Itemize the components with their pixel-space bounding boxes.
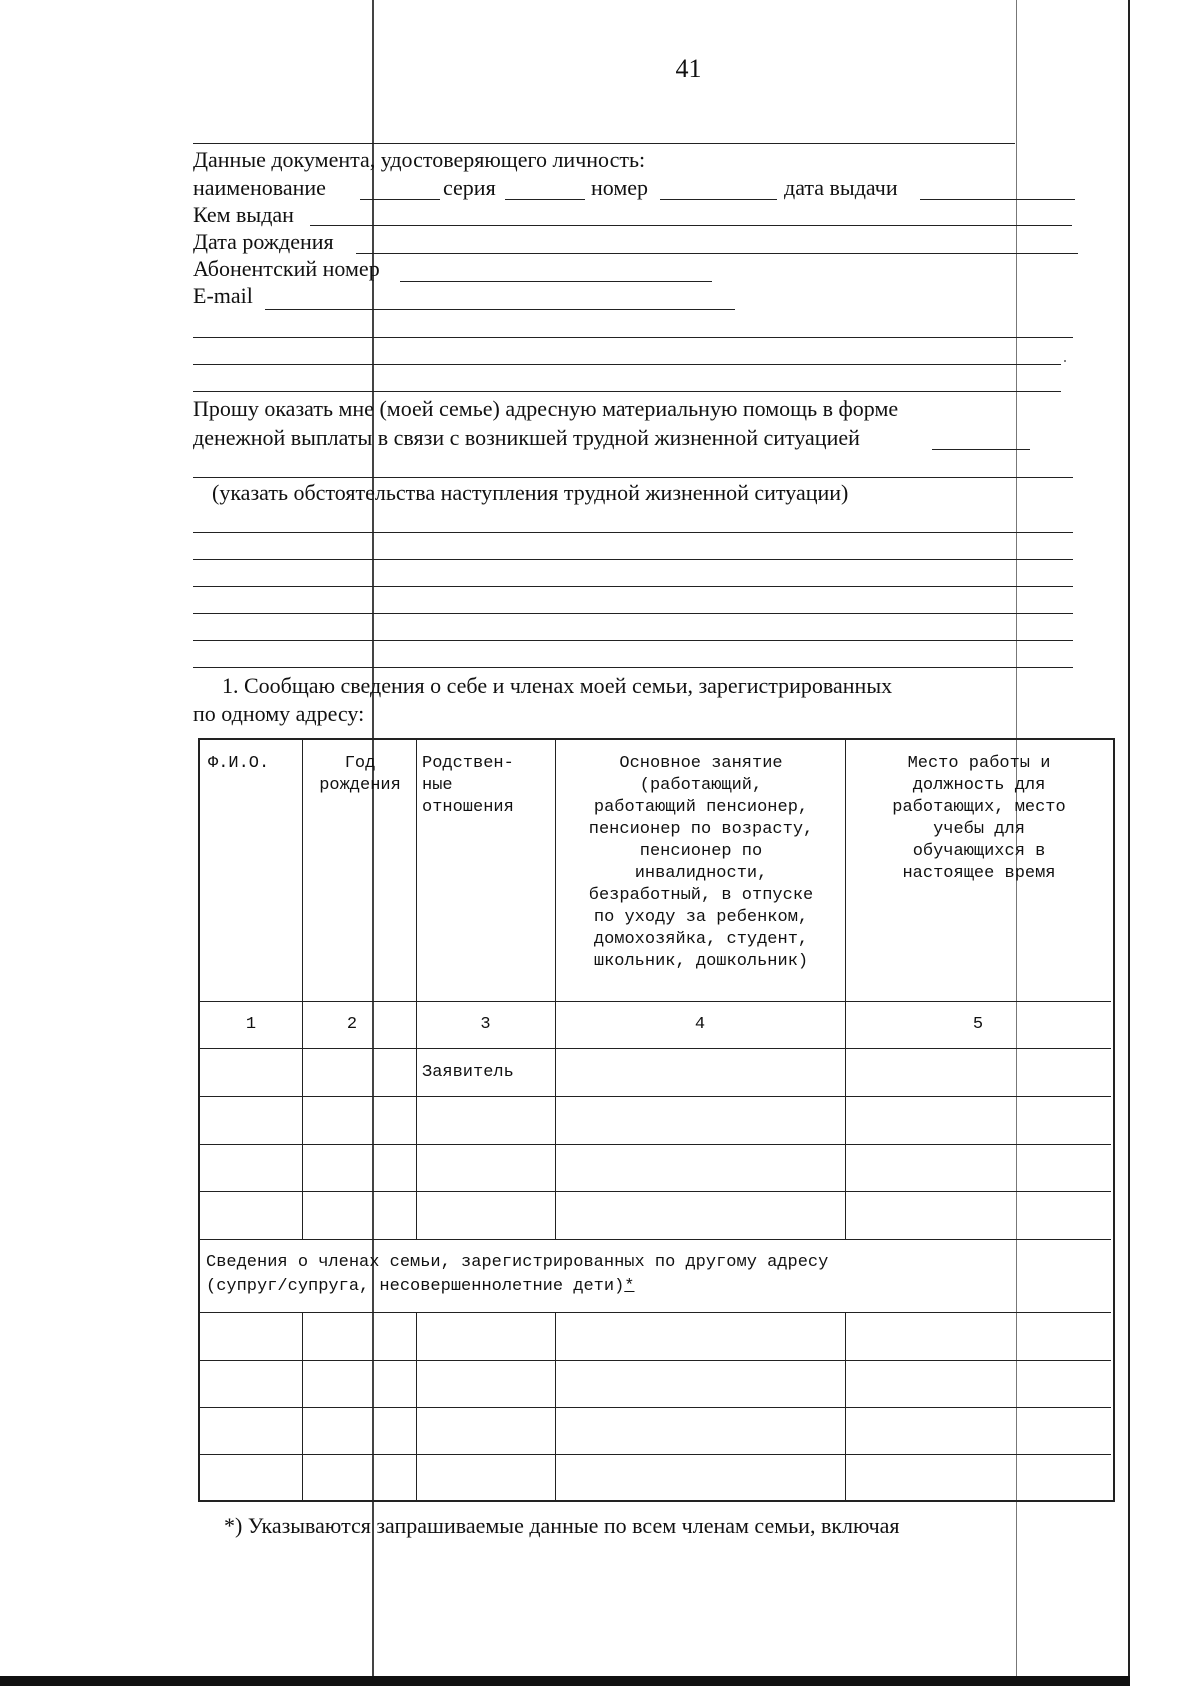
row-border-r2 [200,1096,1111,1097]
subscriber-field[interactable] [400,281,712,282]
request-line-field[interactable] [193,477,1073,478]
blank-line-2[interactable] [193,364,1061,365]
header-fio: Ф.И.О. [208,754,270,773]
section1-line-2: по одному адресу: [193,701,365,726]
name-field[interactable] [360,199,440,200]
speck [1064,360,1066,362]
request-hint: (указать обстоятельства наступления трудной жизненной ситуации) [212,480,849,505]
other-address-line-2 [206,1276,634,1298]
col-border-2b [302,1312,303,1500]
header-birth-year: Год рождения [319,754,401,795]
row-border-o2 [200,1360,1111,1361]
applicant-relation: Заявитель [422,1063,514,1082]
col-border-5b [845,1312,846,1500]
row-border-o3 [200,1407,1111,1408]
number-label: номер [591,175,649,200]
series-label: серия [443,175,496,200]
row-border-nums [200,1001,1111,1002]
family-table [198,738,1115,1502]
row-border-applicant [200,1048,1111,1049]
email-label: E-mail [193,283,253,308]
header-workplace: Место работы и должность для работающих, место учебы для обучающихся в настоящее время [892,754,1066,883]
request-line-2: денежной выплаты в связи с возникшей трудной жизненной ситуацией [193,425,860,450]
footnote: *) Указываются запрашиваемые данные по всем членам семьи, включая [224,1513,900,1538]
request-line-1: Прошу оказать мне (моей семье) адресную материальную помощь в форме [193,396,899,421]
series-field[interactable] [505,199,585,200]
col-border-3b [416,1312,417,1500]
col-num-2: 2 [346,1015,358,1034]
issue-date-field[interactable] [920,199,1075,200]
birth-date-field[interactable] [356,253,1078,254]
circumstance-line-5[interactable] [193,640,1073,641]
row-border-r4 [200,1191,1111,1192]
scan-bottom-border [0,1676,1130,1686]
row-border-r3 [200,1144,1111,1145]
col-border-3 [416,740,417,1240]
col-border-4b [555,1312,556,1500]
issue-date-label: дата выдачи [784,175,898,200]
name-label: наименование [193,175,326,200]
other-address-line-1: Сведения о членах семьи, зарегистрированных по другому адресу [206,1253,829,1272]
request-inline-field[interactable] [932,449,1030,450]
doc-heading: Данные документа, удостоверяющего личность: [193,147,646,172]
col-border-2 [302,740,303,1240]
subscriber-label: Абонентский номер [193,256,380,281]
circumstance-line-3[interactable] [193,586,1073,587]
col-border-5 [845,740,846,1240]
top-rule [193,143,1015,144]
circumstance-line-1[interactable] [193,532,1073,533]
col-border-4 [555,740,556,1240]
issued-by-field[interactable] [310,225,1072,226]
page-edge-right [1128,0,1130,1686]
number-field[interactable] [660,199,777,200]
col-num-1: 1 [245,1015,257,1034]
row-border-o1 [200,1312,1111,1313]
email-field[interactable] [265,309,735,310]
section1-line-1: 1. Сообщаю сведения о себе и членах моей семьи, зарегистрированных [222,673,893,698]
header-relation: Родствен- ные отношения [422,754,514,817]
birth-date-label: Дата рождения [193,229,334,254]
other-address-text: (супруг/супруга, несовершеннолетние дети) [206,1277,625,1296]
row-border-o4 [200,1454,1111,1455]
circumstance-line-4[interactable] [193,613,1073,614]
circumstance-line-2[interactable] [193,559,1073,560]
other-address-mark: * [624,1277,635,1296]
page-number: 41 [675,54,702,83]
header-occupation: Основное занятие (работающий, работающий пенсионер, пенсионер по возрасту, пенсионер по инвалидности, безработный, в отпуске по уходу за ребенком, домохозяйка, студент, школьник, дошкольник) [588,754,814,971]
col-num-3: 3 [480,1015,491,1034]
col-num-5: 5 [972,1015,984,1034]
row-border-other-header [200,1239,1111,1240]
circumstance-line-6[interactable] [193,667,1073,668]
issued-by-label: Кем выдан [193,202,294,227]
blank-line-3[interactable] [193,391,1061,392]
col-num-4: 4 [694,1015,706,1034]
blank-line-1[interactable] [193,337,1073,338]
